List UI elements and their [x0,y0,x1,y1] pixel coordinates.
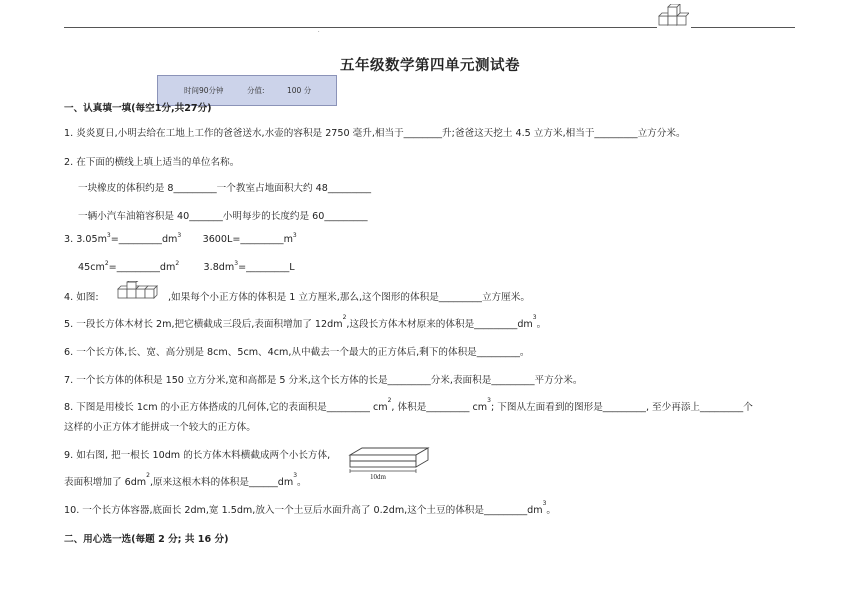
header-rule-right [691,27,795,28]
question-2-line-b: 一辆小汽车油箱容积是 40_______小明每步的长度约是 60_________ [78,211,368,222]
cube-figure-icon [117,281,163,303]
question-8-line-a: 8. 下图是用棱长 1cm 的小正方体搭成的几何体,它的表面积是_________ $cm^2$, 体积是_________ $cm^3$; 下图从左面看到的图形是_________, 至少再添上_________个 [64,397,753,413]
question-7: 7. 一个长方体的体积是 150 立方分米,宽和高都是 5 分米,这个长方体的长是_________分米,表面积是_________平方分米。 [64,375,583,386]
section-1-heading: 一、认真填一填(每空1分,共27分) [64,103,212,114]
question-10: 10. 一个长方体容器,底面长 2dm,宽 1.5dm,放入一个土豆后水面升高了 0.2dm,这个土豆的体积是$\_\_\_\_\_\_\_\_\_dm^3$。 [64,500,557,516]
score-value: 100 分 [287,86,312,95]
question-9-line-b: 表面积增加了 $6dm^2$,原来这根木料的体积是$\_\_\_\_\_\_dm^3$。 [64,472,307,488]
question-3-line-b: $45cm^2=\_\_\_\_\_\_\_\_\_dm^2$ $3.8dm^3=\_\_\_\_\_\_\_\_\_L$ [78,260,295,273]
question-3-line-a: 3. $3.05m^3=\_\_\_\_\_\_\_\_\_dm^3$ $3600L=\_\_\_\_\_\_\_\_\_m^3$ [64,232,297,245]
question-4-text: ,如果每个小正方体的体积是 1 立方厘米,那么,这个图形的体积是_________立方厘米。 [168,292,530,303]
score-label: 分值: [247,86,265,95]
question-4-prefix: 4. 如图: [64,292,99,303]
question-1: 1. 炎炎夏日,小明去给在工地上工作的爸爸送水,水壶的容积是 2750 毫升,相当于________升;爸爸这天挖土 4.5 立方米,相当于_________立方分米。 [64,128,686,139]
section-2-heading: 二、用心选一选(每题 2 分; 共 16 分) [64,534,229,545]
question-5: 5. 一段长方体木材长 2m,把它横截成三段后,表面积增加了 $12dm^2$,这段长方体木材原来的体积是$\_\_\_\_\_\_\_\_\_dm^3$。 [64,314,547,330]
header-rule-left [64,27,657,28]
time-text: 时间90分钟 [184,86,224,95]
question-8-line-b: 这样的小正方体才能拼成一个较大的正方体。 [64,422,256,433]
timber-length-label: 10dm [370,473,386,481]
cube-logo-icon [657,4,689,28]
timber-figure-icon [346,445,432,483]
page-title: 五年级数学第四单元测试卷 [340,58,520,74]
question-2: 2. 在下面的横线上填上适当的单位名称。 [64,157,240,168]
question-6: 6. 一个长方体,长、宽、高分别是 8cm、5cm、4cm,从中截去一个最大的正方体后,剩下的体积是_________。 [64,347,530,358]
question-2-line-a: 一块橡皮的体积约是 8_________一个教室占地面积大约 48_________ [78,183,372,194]
header-dot: . [318,28,320,34]
question-9-line-a: 9. 如右图, 把一根长 10dm 的长方体木料横截成两个小长方体, [64,450,331,461]
